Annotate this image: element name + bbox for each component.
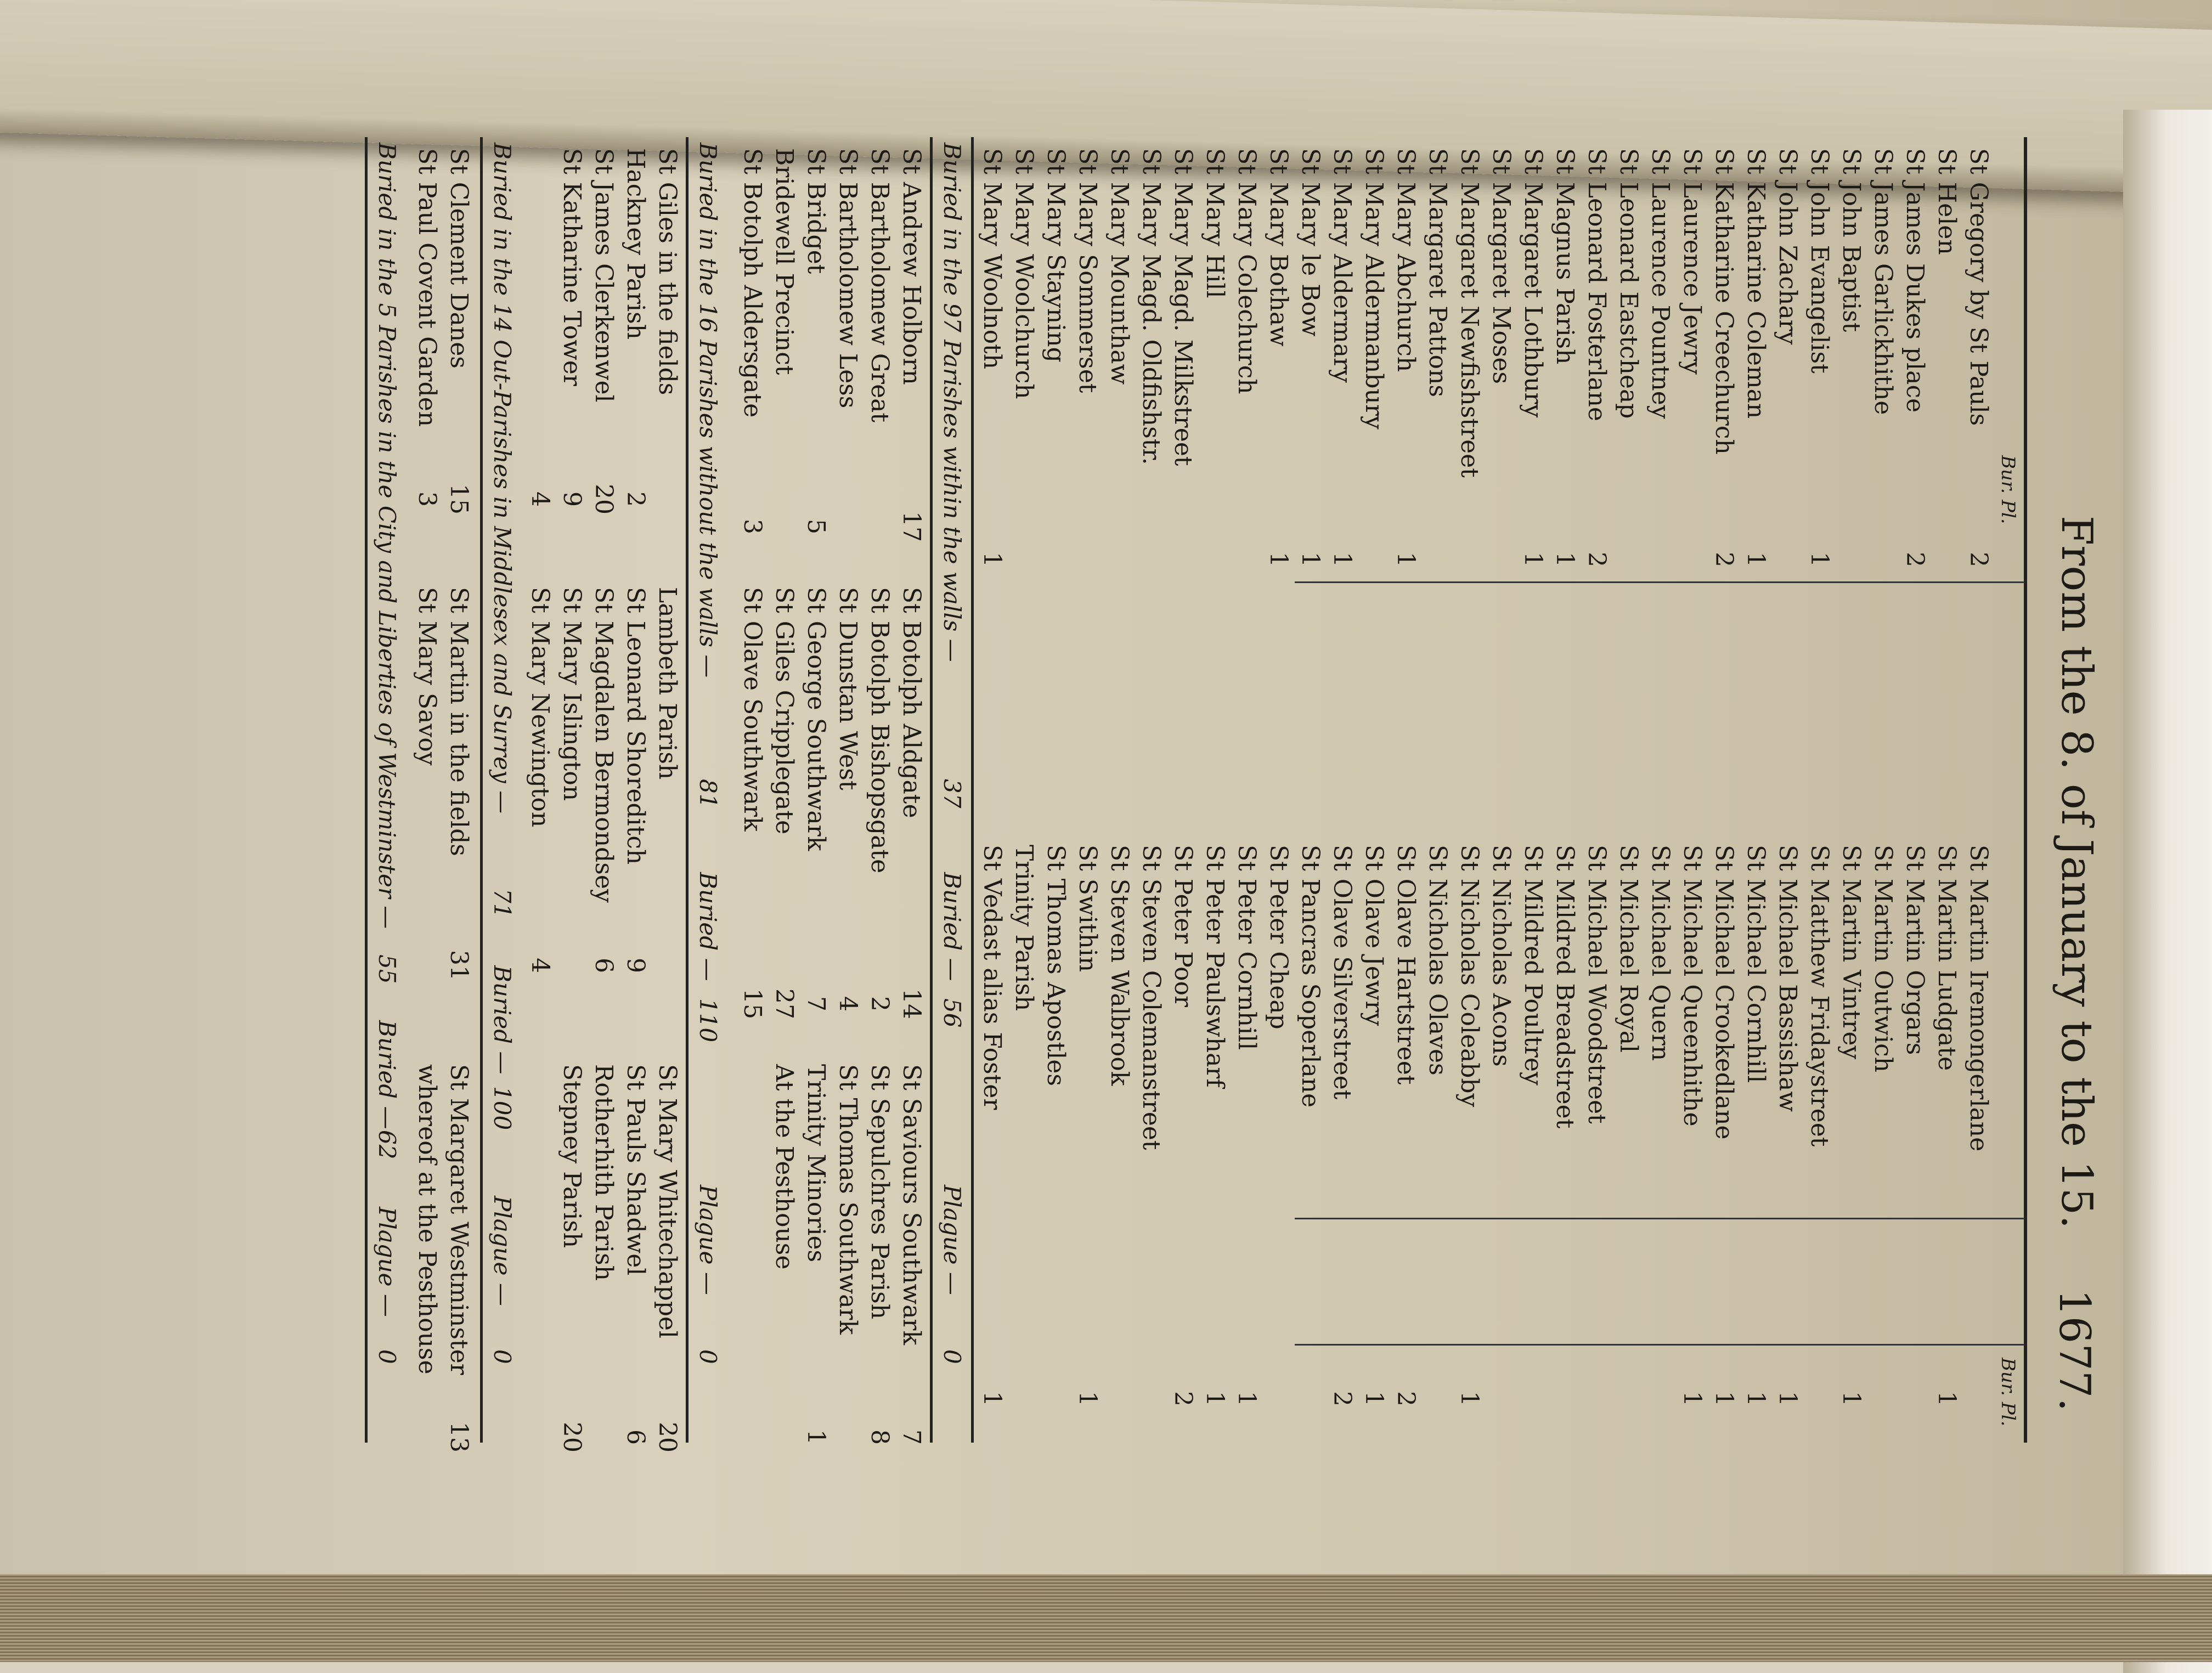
column-header-left: Bur. Pl. (1997, 455, 2019, 524)
parish-name: St Gregory by St Pauls (1965, 148, 1993, 426)
parish-name: St Botolph Bishopsgate (866, 587, 894, 874)
parish-name: St Michael Queenhithe (1678, 845, 1706, 1127)
bill-of-mortality-page (192, 132, 2112, 1452)
parish-buried-count: 14 (898, 988, 926, 1019)
parish-buried-count: 1 (1678, 1391, 1706, 1406)
parish-name: St Olave Silverstreet (1328, 845, 1356, 1100)
parish-name: St Michael Crookedlane (1710, 845, 1738, 1140)
buried-label: Buried — (374, 1020, 400, 1129)
parish-name: St Michael Bassishaw (1774, 845, 1802, 1112)
parish-name: St James Clerkenwel (590, 148, 618, 403)
parish-name: St Pancras Soperlane (1296, 845, 1324, 1108)
parish-name: St Leonard Eastcheap (1615, 148, 1643, 419)
plague-label: Plague — (695, 1185, 721, 1295)
parish-name: St Saviours Southwark (898, 1064, 926, 1346)
parish-name: Stepney Parish (558, 1064, 586, 1248)
parish-name: St Mary le Bow (1296, 148, 1324, 337)
parish-buried-count: 1 (1201, 1391, 1229, 1406)
parish-name: St Mary Colechurch (1233, 148, 1261, 394)
parish-name: St Laurence Pountney (1646, 148, 1674, 419)
parish-name: St Margaret Lothbury (1519, 148, 1547, 418)
total-buried: 37 (939, 779, 966, 809)
parish-buried-count: 31 (445, 950, 473, 981)
total-label: Buried in the 16 Parishes without the walls — (695, 143, 721, 678)
parish-name: St Botolph Aldgate (898, 587, 926, 818)
parish-name: St George Southwark (802, 587, 830, 851)
parish-name: St Mary Islington (558, 587, 586, 801)
parish-name: St Mary Woolnoth (978, 148, 1006, 370)
parish-name: whereof at the Pesthouse (413, 1064, 441, 1375)
parish-buried-count: 5 (802, 519, 830, 534)
parish-name: St Mary Woolchurch (1010, 148, 1038, 399)
parish-buried-count: 20 (590, 484, 618, 515)
buried-value: 62 (374, 1130, 400, 1160)
parish-name: St James Garlickhithe (1869, 148, 1897, 415)
parish-buried-count: 1 (1360, 1391, 1388, 1406)
plague-label: Plague — (374, 1207, 400, 1317)
parish-name: St Helen (1933, 148, 1961, 255)
parish-buried-count: 8 (866, 1429, 894, 1445)
parish-buried-count: 2 (1965, 552, 1993, 567)
parish-name: St Peter Poor (1169, 845, 1197, 1008)
parish-name: St Bartholomew Less (834, 148, 862, 409)
parish-name: St Mary Savoy (413, 587, 441, 766)
parish-row (1931, 148, 1962, 735)
parish-buried-count: 27 (770, 988, 798, 1019)
parish-name: St Matthew Fridaystreet (1805, 845, 1833, 1147)
total-label: Buried in the 5 Parishes in the City and Liberties of Westminster — (374, 143, 400, 929)
parish-row (1835, 845, 1867, 1437)
parish-row (1867, 845, 1899, 1437)
parish-name: At the Pesthouse (770, 1064, 798, 1270)
parish-buried-count: 1 (1519, 552, 1547, 567)
parish-name: St Mary Hill (1201, 148, 1229, 298)
parish-buried-count: 4 (834, 996, 862, 1011)
parish-row (1962, 148, 1994, 735)
parish-buried-count: 7 (802, 996, 830, 1011)
parish-row (1962, 845, 1994, 1437)
parish-name: Rotherhith Parish (590, 1064, 618, 1281)
page-year: 1677. (2050, 1289, 2099, 1412)
parish-buried-count: 3 (738, 519, 766, 534)
parish-name: St Katharine Creechurch (1710, 148, 1738, 455)
parish-name: St Andrew Holborn (898, 148, 926, 385)
parish-buried-count: 6 (590, 958, 618, 973)
parish-name: St Thomas Apostles (1042, 845, 1070, 1086)
parish-name: St Olave Southwark (738, 587, 766, 832)
westminster-total (370, 143, 403, 1437)
parish-buried-count: 1 (1774, 1391, 1802, 1406)
parish-name: St Mary Aldermary (1328, 148, 1356, 383)
plague-value: 0 (374, 1349, 400, 1364)
page-title: From the 8. of January to the 15. (2052, 515, 2101, 1229)
parish-buried-count: 4 (526, 958, 554, 973)
parish-buried-count: 2 (1901, 552, 1929, 567)
parish-buried-count: 1 (1710, 1391, 1738, 1406)
section-rule (365, 137, 368, 1443)
parish-name: St Nicholas Acons (1487, 845, 1515, 1067)
parish-name: St Peter Cheap (1265, 845, 1293, 1030)
parish-name: St Margaret Westminster (445, 1064, 473, 1375)
parish-name: St Mary Aldermanbury (1360, 148, 1388, 429)
parish-name: Bridewell Precinct (770, 148, 798, 375)
parish-buried-count: 1 (978, 552, 1006, 567)
parish-buried-count: 1 (1805, 552, 1833, 567)
parish-name: St Martin Ludgate (1933, 845, 1961, 1071)
parish-buried-count: 1 (1296, 552, 1324, 567)
parish-name: St Margaret Newfishstreet (1455, 148, 1483, 478)
buried-label: Buried — (939, 872, 966, 981)
parish-buried-count: 17 (898, 511, 926, 542)
plague-label: Plague — (939, 1185, 966, 1295)
parish-name: St Martin Outwich (1869, 845, 1897, 1073)
parish-buried-count: 1 (1233, 1391, 1261, 1406)
parish-name: St Leonard Shoreditch (622, 587, 650, 865)
parish-buried-count: 6 (622, 1429, 650, 1445)
parish-name: St Mary Bothaw (1265, 148, 1293, 347)
parish-buried-count: 2 (1328, 1391, 1356, 1406)
parish-name: St Pauls Shadwel (622, 1064, 650, 1276)
parish-name: St Steven Walbrook (1105, 845, 1133, 1086)
parish-name: St Michael Quern (1646, 845, 1674, 1061)
parish-buried-count: 1 (978, 1391, 1006, 1406)
total-buried: 55 (374, 954, 400, 984)
parish-buried-count: 13 (445, 1422, 473, 1452)
buried-value: 56 (939, 998, 966, 1028)
parish-name: St Mary Mounthaw (1105, 148, 1133, 385)
westminster-section (0, 132, 1808, 1452)
parish-name: St Sepulchres Parish (866, 1064, 894, 1320)
parish-buried-count: 1 (1933, 1391, 1961, 1406)
parish-name: St Nicholas Olaves (1424, 845, 1452, 1076)
total-buried: 71 (489, 889, 516, 918)
parish-name: St Margaret Pattons (1424, 148, 1452, 397)
parish-name: St Martin Iremongerlane (1965, 845, 1993, 1152)
parish-name: St Mildred Poultrey (1519, 845, 1547, 1086)
parish-name: St Steven Colemanstreet (1137, 845, 1165, 1150)
plague-value: 0 (939, 1349, 966, 1364)
parish-row (1899, 148, 1931, 735)
top-rule (2024, 137, 2027, 1443)
parish-name: St Mary Magd. Milkstreet (1169, 148, 1197, 466)
parish-name: St John Zachary (1774, 148, 1802, 345)
parish-name: St Thomas Southwark (834, 1064, 862, 1335)
parish-buried-count: 1 (1742, 552, 1770, 567)
total-label: Buried in the 14 Out-Parishes in Middlesex and Surrey — (489, 143, 516, 814)
plague-label: Plague — (489, 1196, 516, 1306)
parish-name: St Botolph Aldersgate (738, 148, 766, 418)
parish-name: St John Evangelist (1805, 148, 1833, 374)
parish-buried-count: 9 (558, 491, 586, 507)
parish-buried-count: 1 (1742, 1391, 1770, 1406)
parish-name: St Dunstan West (834, 587, 862, 790)
parish-name: St Nicholas Coleabby (1455, 845, 1483, 1107)
parish-buried-count: 7 (898, 1429, 926, 1445)
parish-row (1835, 148, 1867, 735)
parish-name: St Clement Danes (445, 148, 473, 369)
parish-name: St Mildred Breadstreet (1551, 845, 1579, 1129)
buried-value: 110 (695, 998, 721, 1043)
parish-name: St Peter Paulswharf (1201, 845, 1229, 1088)
parish-row (1867, 148, 1899, 735)
parish-name: St Martin Vintrey (1837, 845, 1865, 1060)
parish-name: St Margaret Moses (1487, 148, 1515, 385)
parish-name: St Giles Cripplegate (770, 587, 798, 835)
parish-buried-count: 1 (1328, 552, 1356, 567)
parish-name: St Paul Covent Garden (413, 148, 441, 427)
parish-buried-count: 1 (1392, 552, 1420, 567)
parish-name: St Michael Royal (1615, 845, 1643, 1053)
column-header-right: Bur. Pl. (1997, 1358, 2019, 1427)
parish-buried-count: 15 (445, 484, 473, 515)
parish-buried-count: 1 (1265, 552, 1293, 567)
parish-name: St Mary Newington (526, 587, 554, 828)
parish-row (1803, 845, 1835, 1437)
parish-name: St Laurence Jewry (1678, 148, 1706, 375)
parish-buried-count: 15 (738, 988, 766, 1019)
buried-label: Buried — (695, 872, 721, 981)
parish-name: St Mary Whitechappel (653, 1064, 681, 1338)
parish-buried-count: 4 (526, 491, 554, 507)
parish-buried-count: 2 (622, 491, 650, 507)
parish-buried-count: 1 (802, 1429, 830, 1445)
parish-buried-count: 1 (1455, 1391, 1483, 1406)
parish-name: St John Baptist (1837, 148, 1865, 332)
parish-buried-count: 2 (1583, 552, 1611, 567)
parish-name: St Olave Hartstreet (1392, 845, 1420, 1085)
parish-name: St Katharine Coleman (1742, 148, 1770, 419)
parish-name: St Vedast alias Foster (978, 845, 1006, 1110)
parish-name: St Michael Cornhill (1742, 845, 1770, 1083)
buried-label: Buried — (489, 965, 516, 1075)
parish-buried-count: 20 (558, 1422, 586, 1452)
parish-name: St Swithin (1074, 845, 1102, 973)
parish-name: St Olave Jewry (1360, 845, 1388, 1026)
total-buried: 81 (695, 779, 721, 809)
parish-buried-count: 9 (622, 958, 650, 973)
parish-name: Trinity Parish (1010, 845, 1038, 1011)
parish-buried-count: 2 (866, 996, 894, 1011)
parish-name: Trinity Minories (802, 1064, 830, 1263)
parish-name: St James Dukes place (1901, 148, 1929, 413)
parish-name: St Michael Woodstreet (1583, 845, 1611, 1124)
parish-name: Hackney Parish (622, 148, 650, 340)
total-label: Buried in the 97 Parishes within the walls — (939, 143, 966, 662)
parish-buried-count: 3 (413, 491, 441, 507)
plague-value: 0 (695, 1349, 721, 1364)
parish-name: St Martin in the fields (445, 587, 473, 856)
parish-name: St Magdalen Bermondsey (590, 587, 618, 903)
parish-buried-count: 20 (653, 1422, 681, 1452)
parish-row (1931, 845, 1962, 1437)
parish-buried-count: 1 (1837, 1391, 1865, 1406)
parish-name: St Leonard Fosterlane (1583, 148, 1611, 421)
parish-row (1803, 148, 1835, 735)
parish-buried-count: 2 (1392, 1391, 1420, 1406)
parish-name: St Magnus Parish (1551, 148, 1579, 365)
parish-row (1899, 845, 1931, 1437)
page-margin-right (2123, 110, 2212, 1673)
parish-name: Lambeth Parish (653, 587, 681, 780)
parish-name: St Bartholomew Great (866, 148, 894, 423)
parish-name: St Peter Cornhill (1233, 845, 1261, 1050)
parish-name: St Mary Stayning (1042, 148, 1070, 363)
buried-value: 100 (489, 1086, 516, 1131)
plague-value: 0 (489, 1349, 516, 1364)
parish-name: St Mary Magd. Oldfishstr. (1137, 148, 1165, 465)
parish-name: St Mary Sommerset (1074, 148, 1102, 393)
parish-name: St Katharine Tower (558, 148, 586, 386)
parish-name: St Giles in the fields (653, 148, 681, 395)
parish-buried-count: 1 (1074, 1391, 1102, 1406)
parish-buried-count: 1 (1551, 552, 1579, 567)
parish-buried-count: 2 (1169, 1391, 1197, 1406)
parish-name: St Martin Orgars (1901, 845, 1929, 1055)
book-page-edges (0, 1574, 2212, 1662)
parish-name: St Bridget (802, 148, 830, 274)
parish-name: St Mary Abchurch (1392, 148, 1420, 372)
parish-buried-count: 2 (1710, 552, 1738, 567)
